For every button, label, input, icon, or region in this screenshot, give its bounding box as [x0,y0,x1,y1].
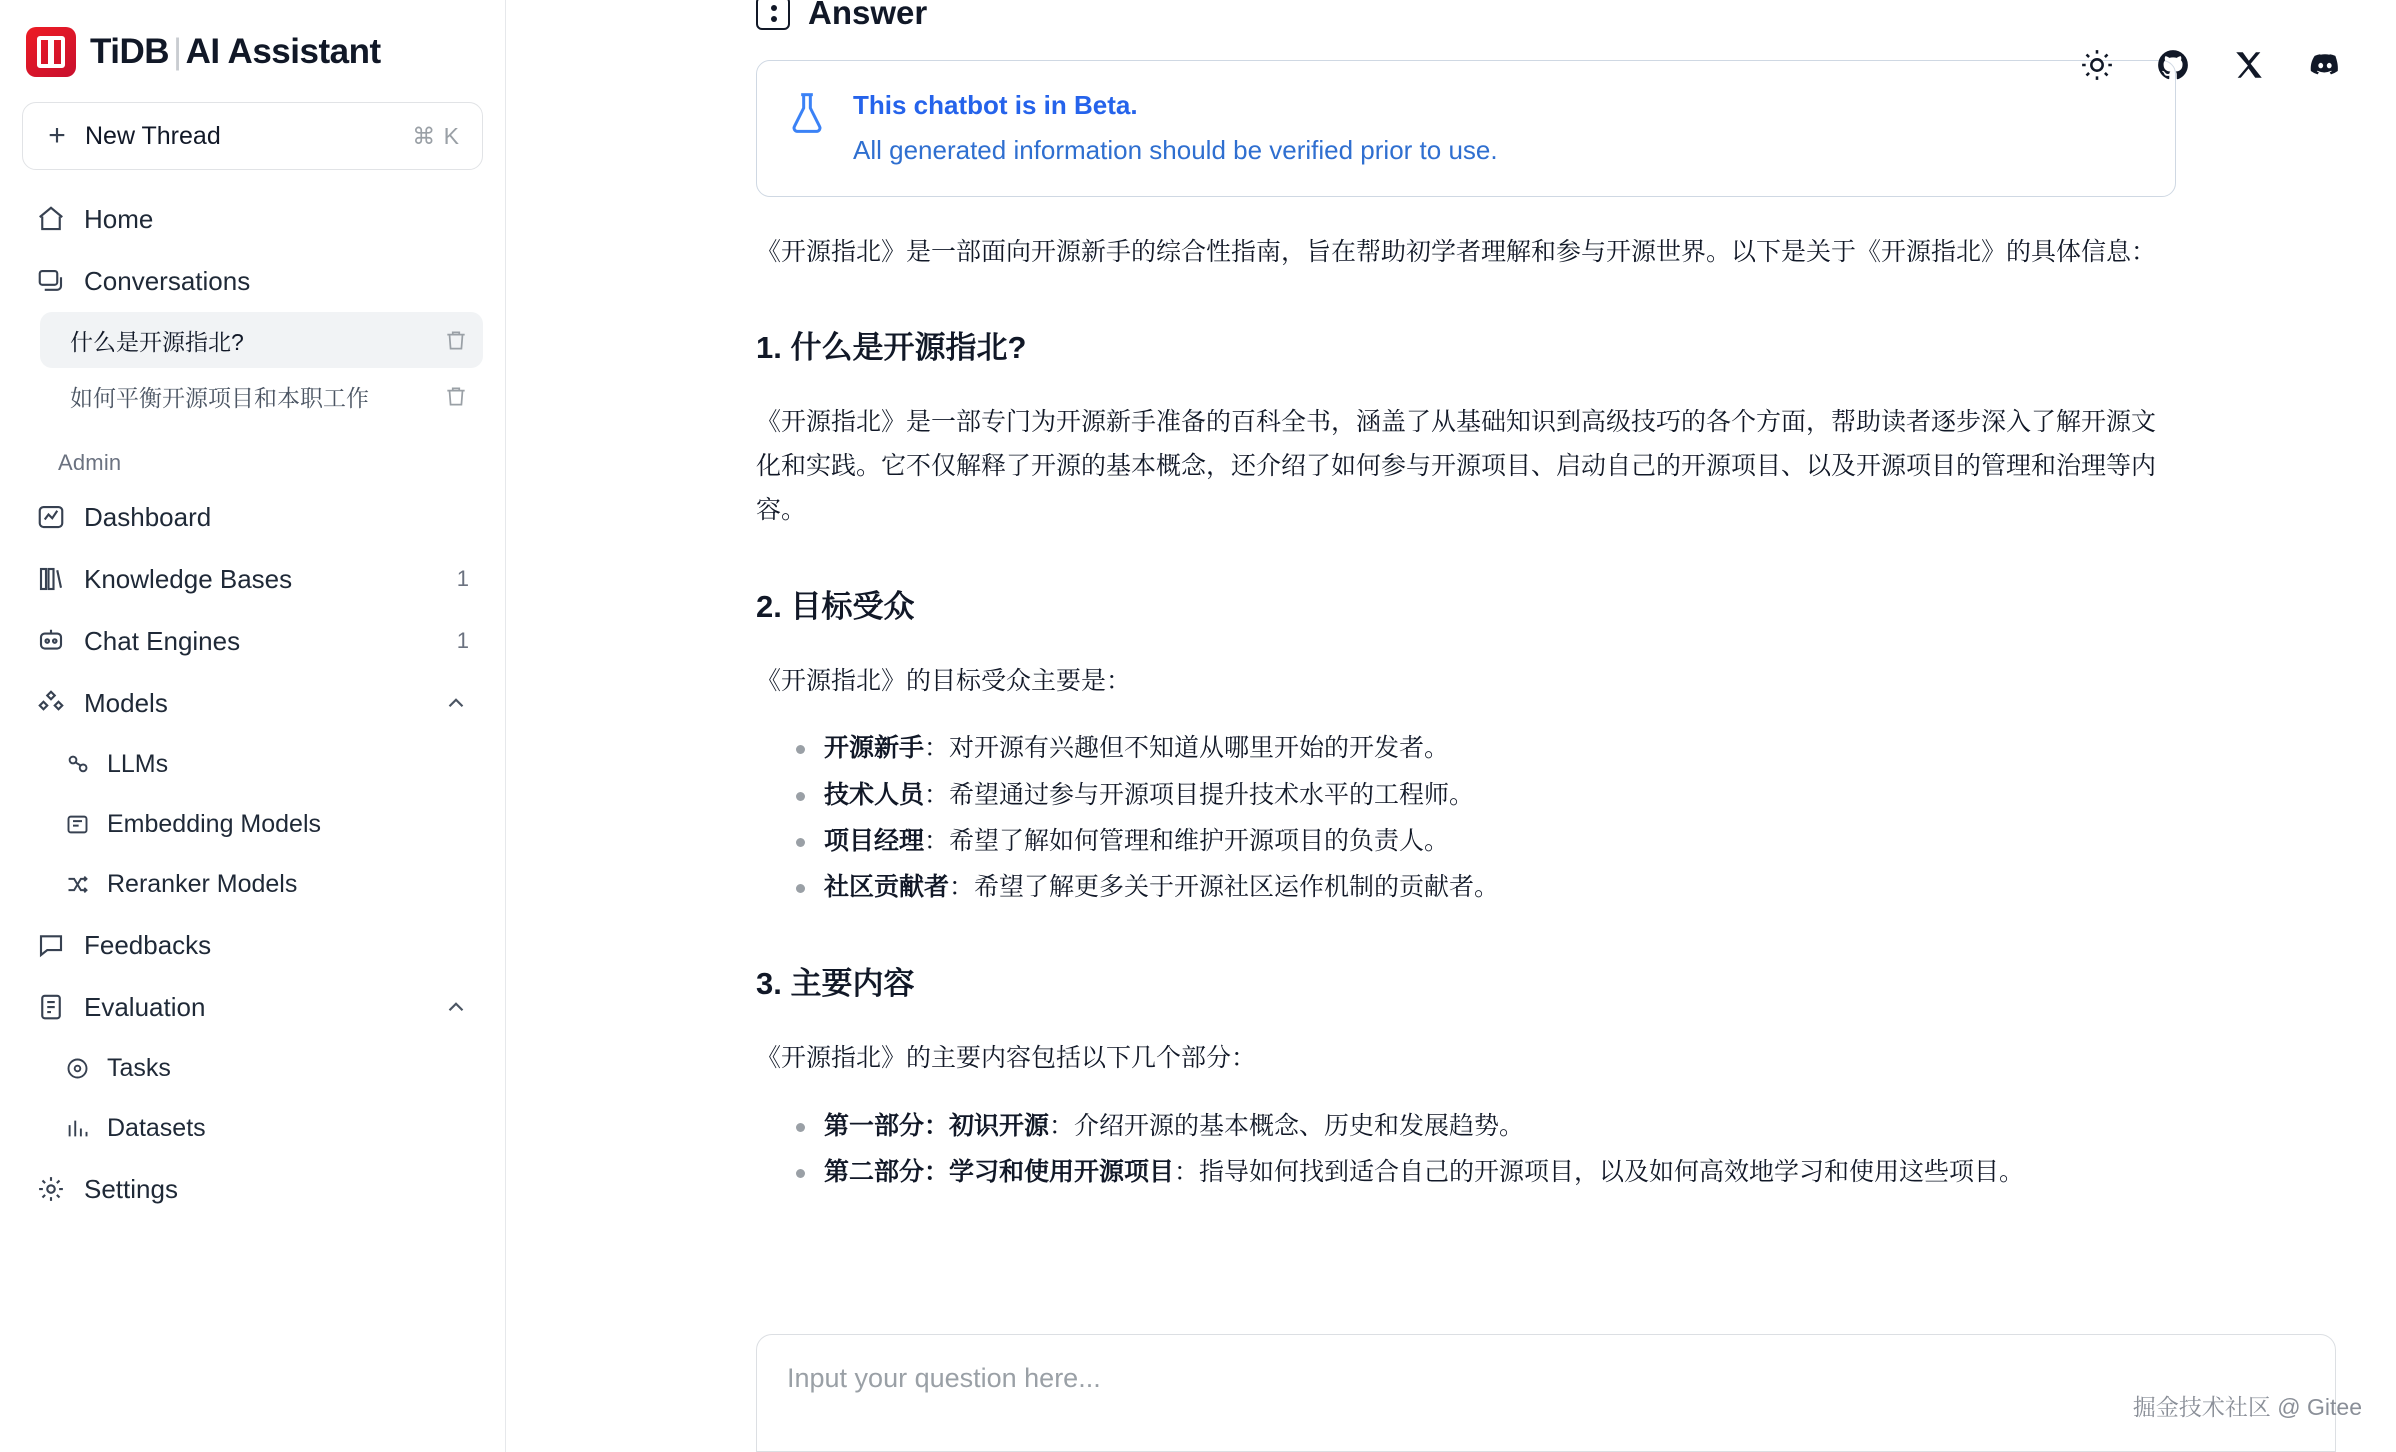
delete-icon[interactable] [443,327,469,353]
knowledge-bases-count: 1 [456,566,469,591]
sidebar-item-conversations-label: Conversations [84,265,251,296]
question-input-placeholder[interactable]: Input your question here... [787,1363,1101,1393]
chat-engine-icon [36,626,66,656]
list-item-desc: ：希望了解如何管理和维护开源项目的负责人。 [924,826,1450,855]
sidebar-item-dashboard-label: Dashboard [84,501,212,532]
models-icon [36,688,66,718]
section-1-heading: 1. 什么是开源指北? [756,330,1027,366]
section-2-list [756,725,2176,910]
plus-icon: + [48,119,66,152]
section-3-heading: 3. 主要内容 [756,966,915,1002]
admin-section-label: Admin [58,450,122,475]
thread-item-1-label: 什么是开源指北? [70,328,244,355]
list-item [796,818,2176,864]
beta-notice-title: This chatbot is in Beta. [853,90,1138,120]
evaluation-icon [36,992,66,1022]
section-3-paragraph: 《开源指北》的主要内容包括以下几个部分： [756,1044,1257,1073]
answer-panel [506,0,2396,1196]
new-thread-shortcut: ⌘ K [412,122,460,149]
new-thread-label: New Thread [85,121,221,150]
sidebar-item-tasks-label: Tasks [107,1053,171,1082]
content-fade [756,1308,2336,1334]
sidebar-item-llms-label: LLMs [107,749,169,778]
thread-item-2[interactable] [40,368,483,424]
discord-icon[interactable] [2308,48,2342,82]
dashboard-icon [36,502,66,532]
list-item [796,1103,2176,1149]
x-twitter-icon[interactable] [2232,48,2266,82]
home-icon [36,204,66,234]
sidebar-item-datasets-label: Datasets [107,1113,206,1142]
brand-name: TiDB [90,32,170,71]
brand-separator: | [173,32,182,71]
sidebar [0,0,506,1452]
section-2-paragraph: 《开源指北》的目标受众主要是： [756,666,1132,695]
list-item-term: 开源新手 [824,734,925,763]
sidebar-item-home[interactable] [22,188,483,250]
llm-icon [64,751,91,778]
list-item-term: 项目经理 [824,826,925,855]
list-item-term: 第一部分：初识开源 [824,1112,1050,1141]
sidebar-item-settings[interactable] [22,1158,483,1220]
embedding-icon [64,811,91,838]
list-item-desc: ：希望了解更多关于开源社区运作机制的贡献者。 [949,873,1500,902]
beta-notice-subtitle: All generated information should be verified prior to use. [853,134,1498,165]
beta-notice [756,60,2176,197]
section-3-list [756,1103,2176,1196]
brand-product: AI Assistant [185,32,381,71]
answer-title: Answer [808,0,928,31]
sidebar-item-datasets[interactable] [50,1098,483,1158]
sidebar-item-models-label: Models [84,687,168,718]
new-thread-button[interactable] [22,102,483,170]
list-item-term: 社区贡献者 [824,873,950,902]
brand [0,0,505,92]
thread-item-2-label: 如何平衡开源项目和本职工作 [70,384,369,411]
gear-icon [36,1174,66,1204]
question-composer[interactable] [756,1334,2336,1452]
thread-item-1[interactable] [40,312,483,368]
list-item [796,1149,2176,1195]
sidebar-item-knowledge-bases-label: Knowledge Bases [84,563,293,594]
sidebar-item-models[interactable] [22,672,483,734]
sidebar-item-settings-label: Settings [84,1173,178,1204]
chevron-up-icon[interactable] [443,994,469,1020]
sidebar-item-conversations[interactable] [22,250,483,312]
conversations-icon [36,266,66,296]
sidebar-item-feedbacks-label: Feedbacks [84,929,212,960]
list-item [796,864,2176,910]
list-item-term: 技术人员 [824,780,925,809]
section-1-paragraph: 《开源指北》是一部专门为开源新手准备的百科全书，涵盖了从基础知识到高级技巧的各个方面，帮助读者逐步深入了解开源文化和实践。它不仅解释了开源的基本概念，还介绍了如何参与开源项目、启动自己的开源项目、以及开源项目的管理和治理等内容。 [756,408,2157,524]
sidebar-item-evaluation[interactable] [22,976,483,1038]
list-item-desc: ：希望通过参与开源项目提升技术水平的工程师。 [924,780,1475,809]
list-item-desc: ：对开源有兴趣但不知道从哪里开始的开发者。 [924,734,1450,763]
watermark: 掘金技术社区 @ Gitee [2132,1394,2362,1420]
list-item-desc: ：指导如何找到适合自己的开源项目，以及如何高效地学习和使用这些项目。 [1174,1158,2025,1187]
flask-icon [787,91,827,135]
top-icon-bar [2080,48,2342,82]
answer-icon [756,0,790,30]
chevron-up-icon[interactable] [443,690,469,716]
list-item-term: 第二部分：学习和使用开源项目 [824,1158,1175,1187]
sidebar-item-llms[interactable] [50,734,483,794]
feedback-icon [36,930,66,960]
sidebar-item-knowledge-bases[interactable] [22,548,483,610]
brand-title [90,32,381,72]
sidebar-item-chat-engines[interactable] [22,610,483,672]
section-2-heading: 2. 目标受众 [756,588,915,624]
sidebar-item-dashboard[interactable] [22,486,483,548]
books-icon [36,564,66,594]
delete-icon[interactable] [443,383,469,409]
sidebar-item-embedding-models-label: Embedding Models [107,809,322,838]
tidb-logo-icon [26,27,76,77]
sidebar-item-reranker-models[interactable] [50,854,483,914]
answer-header [756,0,2336,32]
sidebar-item-reranker-models-label: Reranker Models [107,869,298,898]
list-item [796,772,2176,818]
sidebar-item-feedbacks[interactable] [22,914,483,976]
tasks-icon [64,1055,91,1082]
sidebar-item-embedding-models[interactable] [50,794,483,854]
sidebar-item-tasks[interactable] [50,1038,483,1098]
sidebar-item-evaluation-label: Evaluation [84,991,206,1022]
theme-toggle-icon[interactable] [2080,48,2114,82]
sidebar-item-chat-engines-label: Chat Engines [84,625,241,656]
sidebar-item-home-label: Home [84,203,154,234]
sidebar-nav [0,188,505,1220]
list-item [796,725,2176,771]
datasets-icon [64,1115,91,1142]
intro-paragraph: 《开源指北》是一部面向开源新手的综合性指南，旨在帮助初学者理解和参与开源世界。以下是关于《开源指北》的具体信息： [756,237,2157,266]
main-content [506,0,2396,1452]
reranker-icon [64,871,91,898]
github-icon[interactable] [2156,48,2190,82]
chat-engines-count: 1 [456,628,469,653]
list-item-desc: ：介绍开源的基本概念、历史和发展趋势。 [1049,1112,1525,1141]
